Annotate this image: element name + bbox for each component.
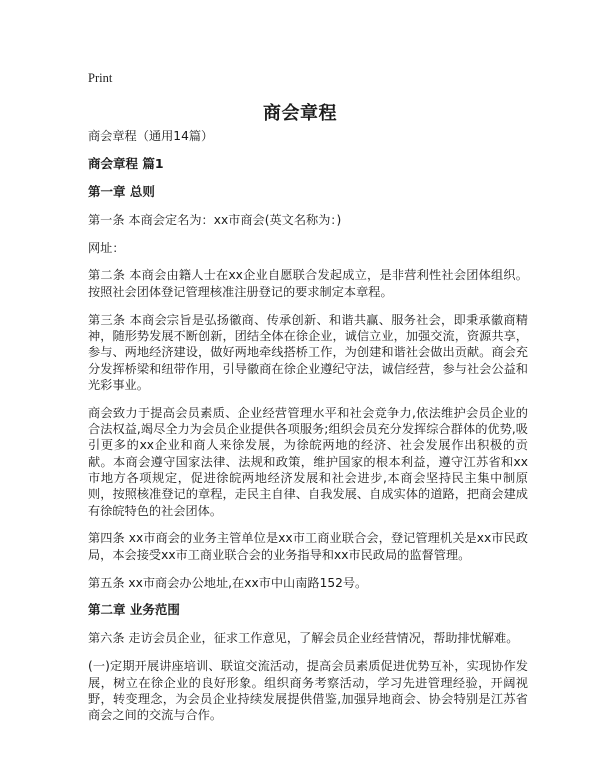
website-label: 网址： xyxy=(88,240,125,255)
document-body xyxy=(88,128,528,735)
article-paragraph: 第六条 走访会员企业，征求工作意见，了解会员企业经营情况，帮助排忧解难。 xyxy=(88,631,519,646)
document-subtitle: 商会章程（通用14篇） xyxy=(88,129,214,143)
list-item-paragraph: (一)定期开展讲座培训、联谊交流活动，提高会员素质促进优势互补，实现协作发展，树立在徐企业的良好形象。组织商务考察活动，学习先进管理经验，开阔视野，转变理念，为会员企业持续发展提供借鉴,加强异地商会、协会特别是江苏省商会之间的交流与合作。 xyxy=(88,659,528,723)
article-paragraph: 第四条 xx市商会的业务主管单位是xx市工商业联合会，登记管理机关是xx市民政局，本会接受xx市工商业联合会的业务指导和xx市民政局的监督管理。 xyxy=(88,531,528,562)
chapter-heading: 第二章 业务范围 xyxy=(88,602,180,618)
print-link[interactable]: Print xyxy=(88,71,113,85)
document-title: 商会章程 xyxy=(263,103,337,124)
article-paragraph: 第五条 xx市商会办公地址,在xx市中山南路152号。 xyxy=(88,575,368,590)
chapter-heading: 第一章 总则 xyxy=(88,183,155,199)
mission-paragraph: 商会致力于提高会员素质、企业经营管理水平和社会竞争力,依法维护会员企业的合法权益,竭尽全力为会员企业提供各项服务;组织会员充分发挥综合群体的优势,吸引更多的xx企业和商人来徐发展，为徐皖两地的经济、社会发展作出积极的贡献。本商会遵守国家法律、法规和政策，维护国家的根本利益，遵守江苏省和xx市地方各项规定，促进徐皖两地经济发展和社会进步,本商会坚持民主集中制原则，按照核准登记的章程，走民主自律、自我发展、自成实体的道路，把商会建成有徐皖特色的社会团体。 xyxy=(88,405,528,518)
article-paragraph: 第三条 本商会宗旨是弘扬徽商、传承创新、和谐共赢、服务社会，即秉承徽商精神，随形势发展不断创新，团结全体在徐企业，诚信立业，加强交流，资源共享，参与、两地经济建设，做好两地牵线搭桥工作，为创建和谐社会做出贡献。商会充分发挥桥梁和纽带作用，引导徽商在徐企业遵纪守法，诚信经营，参与社会公益和光彩事业。 xyxy=(88,312,528,392)
article-paragraph: 第二条 本商会由籍人士在xx企业自愿联合发起成立，是非营利性社会团体组织。按照社会团体登记管理核准注册登记的要求制定本章程。 xyxy=(88,268,528,299)
article-paragraph: 第一条 本商会定名为：xx市商会(英文名称为：) xyxy=(88,212,342,227)
section-title: 商会章程 篇1 xyxy=(88,155,164,171)
